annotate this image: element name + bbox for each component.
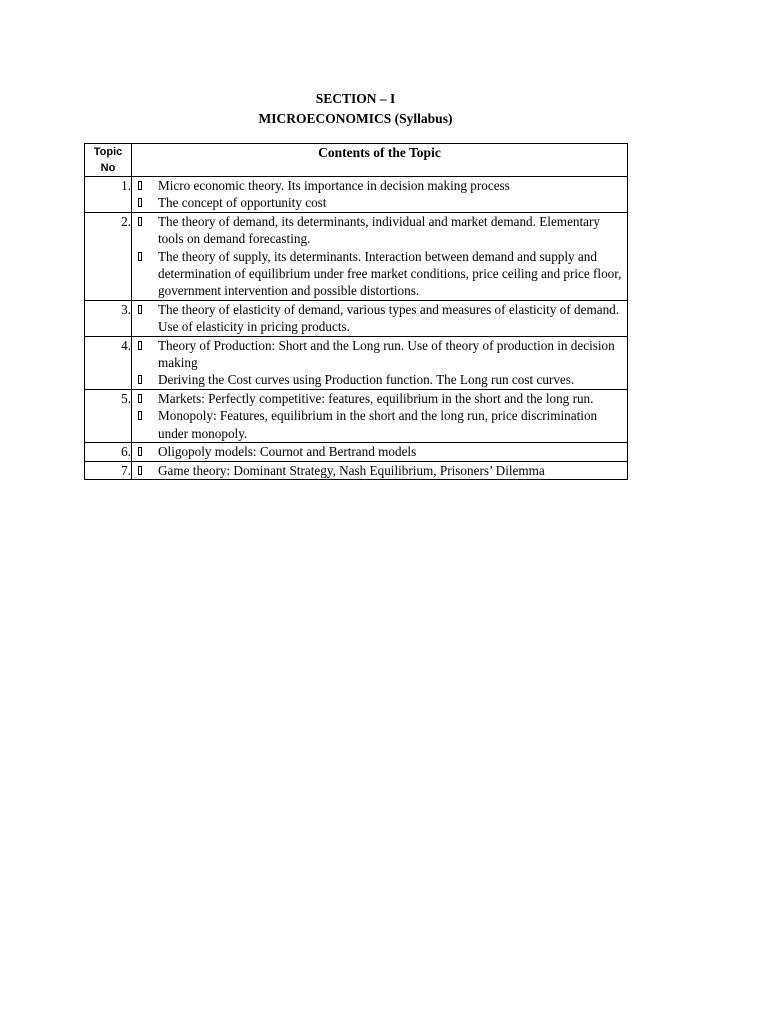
list-item [132, 462, 627, 479]
table-row [85, 212, 628, 300]
list-item [132, 248, 627, 300]
topic-item-text: Markets: Perfectly competitive: features, equilibrium in the short and the long run. [158, 390, 594, 406]
table-row [85, 300, 628, 336]
topic-item-text: Game theory: Dominant Strategy, Nash Equilibrium, Prisoners’ Dilemma [158, 462, 545, 478]
bullet-icon [132, 390, 158, 407]
list-item [132, 177, 627, 194]
topic-item-text: The theory of supply, its determinants. Interaction between demand and supply and determination of equilibrium under free market conditions, price ceiling and price floor, government intervention and possible distortions. [158, 248, 622, 299]
topic-item-list [132, 462, 627, 479]
topic-contents [132, 443, 628, 461]
bullet-icon [132, 177, 158, 194]
topic-item-text: The theory of demand, its determinants, individual and market demand. Elementary tools on demand forecasting. [158, 213, 601, 247]
topic-contents [132, 300, 628, 336]
topic-no-header [85, 144, 132, 177]
table-row [85, 443, 628, 461]
list-item [132, 390, 627, 407]
bullet-icon [132, 301, 158, 318]
topic-no-header-line2: No [100, 162, 116, 174]
syllabus-table [84, 143, 628, 480]
list-item [132, 301, 627, 336]
topic-item-text: Oligopoly models: Cournot and Bertrand models [158, 444, 417, 460]
section-title: SECTION – I [315, 91, 396, 106]
bullet-icon [132, 371, 158, 388]
contents-header: Contents of the Topic [132, 144, 628, 177]
topic-contents [132, 212, 628, 300]
topic-contents [132, 389, 628, 442]
table-row [85, 389, 628, 442]
topic-number: 7. [85, 461, 132, 479]
bullet-icon [132, 248, 158, 265]
page-subtitle: MICROECONOMICS (Syllabus) [258, 111, 453, 126]
list-item [132, 194, 627, 211]
topic-contents [132, 461, 628, 479]
topic-no-header-line1: Topic [93, 146, 123, 158]
topic-contents [132, 177, 628, 213]
topic-number: 3. [85, 300, 132, 336]
list-item [132, 213, 627, 248]
topic-item-list [132, 337, 627, 389]
table-header-row [85, 144, 628, 177]
list-item [132, 407, 627, 442]
list-item [132, 443, 627, 460]
list-item [132, 371, 627, 388]
topic-contents [132, 336, 628, 389]
bullet-icon [132, 443, 158, 460]
topic-item-text: Deriving the Cost curves using Production function. The Long run cost curves. [158, 372, 575, 388]
topic-item-text: Micro economic theory. Its importance in decision making process [158, 178, 510, 193]
topic-item-text: The concept of opportunity cost [158, 195, 327, 211]
topic-item-list [132, 443, 627, 460]
list-item [132, 337, 627, 372]
topic-item-text: Theory of Production: Short and the Long run. Use of theory of production in decision making [158, 337, 615, 371]
topic-item-text: The theory of elasticity of demand, various types and measures of elasticity of demand. Use of elasticity in pricing products. [158, 301, 620, 335]
table-body [85, 177, 628, 480]
bullet-icon [132, 462, 158, 479]
topic-item-list [132, 390, 627, 442]
bullet-icon [132, 194, 158, 211]
topic-item-list [132, 177, 627, 212]
bullet-icon [132, 407, 158, 424]
topic-number: 5. [85, 389, 132, 442]
topic-number: 2. [85, 212, 132, 300]
topic-number: 4. [85, 336, 132, 389]
topic-number: 6. [85, 443, 132, 461]
topic-item-list [132, 301, 627, 336]
topic-number: 1. [85, 177, 132, 213]
table-row [85, 177, 628, 213]
topic-item-text: Monopoly: Features, equilibrium in the short and the long run, price discrimination under monopoly. [158, 408, 598, 441]
bullet-icon [132, 213, 158, 230]
table-row [85, 461, 628, 479]
topic-item-list [132, 213, 627, 300]
table-row [85, 336, 628, 389]
bullet-icon [132, 337, 158, 354]
